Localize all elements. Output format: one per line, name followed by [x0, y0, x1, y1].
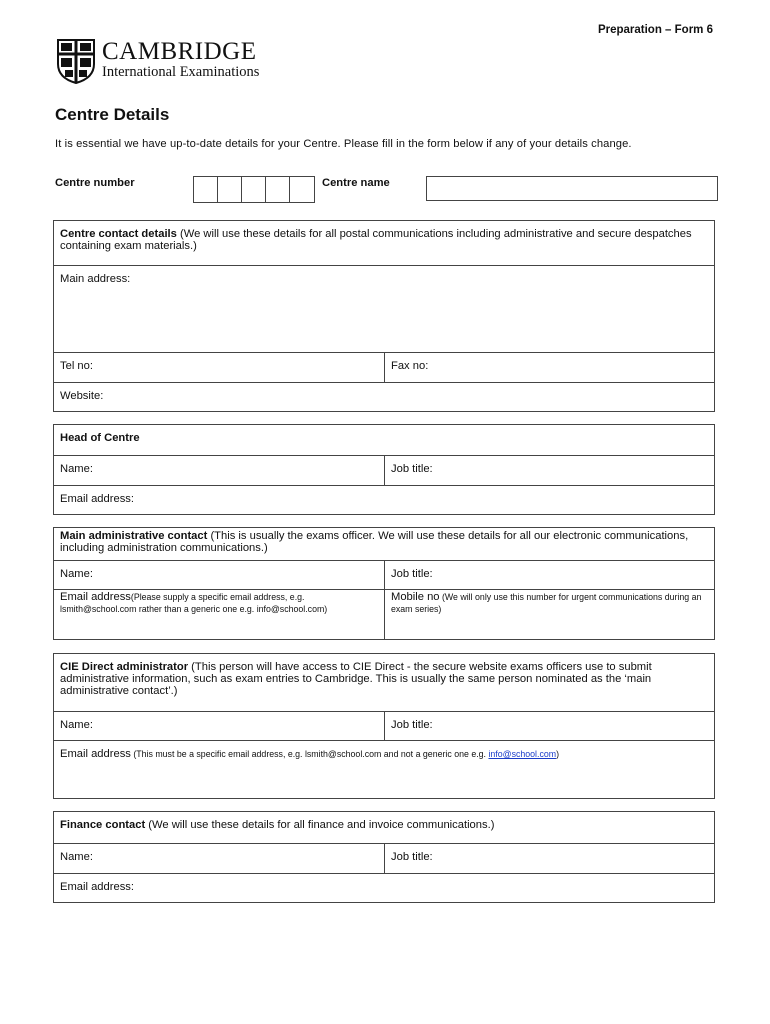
email-field[interactable]	[54, 485, 714, 514]
section-title: Head of Centre	[60, 432, 140, 444]
email-field[interactable]	[54, 590, 385, 639]
field-note: (Please supply a specific email address, e.g. lsmith@school.com rather than a generic one e.g. info@school.com)	[60, 592, 328, 614]
field-label: Job title:	[391, 568, 433, 580]
admin-contact-section	[53, 527, 715, 640]
centre-contact-section	[53, 220, 715, 412]
section-note: (We will use these details for all finance and invoice communications.)	[145, 819, 495, 831]
section-note: (This person will have access to CIE Direct - the secure website exams officers use to submit administrative information, such as exam entries to Cambridge. This is usually the same person nominated as the ‘main administrative contact’.)	[60, 661, 652, 697]
name-job-row	[54, 560, 714, 589]
field-note: (We will only use this number for urgent communications during an exam series)	[391, 592, 702, 614]
section-title: Centre contact details	[60, 228, 177, 240]
main-address-field[interactable]	[54, 265, 714, 352]
name-job-row	[54, 711, 714, 740]
field-label: Name:	[60, 719, 93, 731]
mobile-field[interactable]	[385, 590, 714, 639]
field-label: Mobile no	[391, 591, 440, 603]
field-note-close: )	[556, 749, 559, 759]
field-label: Main address:	[60, 273, 131, 285]
field-label: Email address:	[60, 881, 134, 893]
field-note: (This must be a specific email address, e.g. lsmith@school.com and not a generic one e.g.	[130, 749, 489, 759]
job-title-field[interactable]	[385, 844, 714, 873]
section-title: Main administrative contact	[60, 530, 208, 542]
form-label: Preparation – Form 6	[597, 24, 713, 36]
tel-field[interactable]	[54, 353, 385, 382]
job-title-field[interactable]	[385, 561, 714, 589]
intro-text: It is essential we have up-to-date details for your Centre. Please fill in the form below if any of your details change.	[55, 138, 632, 150]
field-label: Email address:	[60, 493, 134, 505]
centre-number-digit-box[interactable]	[194, 177, 218, 202]
tel-fax-row	[54, 352, 714, 382]
admin-contact-header	[54, 528, 714, 560]
field-label: Job title:	[391, 719, 433, 731]
field-label: Email address	[60, 748, 131, 760]
name-job-row	[54, 455, 714, 485]
name-field[interactable]	[54, 844, 385, 873]
job-title-field[interactable]	[385, 456, 714, 485]
name-field[interactable]	[54, 456, 385, 485]
email-field[interactable]	[54, 740, 714, 798]
centre-contact-header	[54, 221, 714, 265]
field-label: Job title:	[391, 463, 433, 475]
centre-number-digit-box[interactable]	[266, 177, 290, 202]
cambridge-logo	[56, 38, 296, 84]
cie-direct-section	[53, 653, 715, 799]
finance-contact-section	[53, 811, 715, 903]
name-field[interactable]	[54, 712, 385, 740]
job-title-field[interactable]	[385, 712, 714, 740]
centre-number-field[interactable]	[193, 176, 315, 203]
centre-number-label: Centre number	[55, 177, 135, 189]
centre-number-digit-box[interactable]	[218, 177, 242, 202]
head-of-centre-section	[53, 424, 715, 515]
field-label: Website:	[60, 390, 104, 402]
email-field[interactable]	[54, 873, 714, 902]
cie-direct-header	[54, 654, 714, 711]
field-label: Fax no:	[391, 360, 429, 372]
logo-name: CAMBRIDGE	[102, 38, 257, 65]
page-title: Centre Details	[55, 105, 170, 124]
head-of-centre-header	[54, 425, 714, 455]
name-field[interactable]	[54, 561, 385, 589]
centre-number-digit-box[interactable]	[242, 177, 266, 202]
crest-icon	[56, 38, 96, 84]
section-note: (We will use these details for all postal communications including administrative and secure despatches containing exam materials.)	[60, 228, 692, 252]
section-note: (This is usually the exams officer. We will use these details for all our electronic communications, including administration communications.)	[60, 530, 689, 554]
field-label: Job title:	[391, 851, 433, 863]
finance-contact-header	[54, 812, 714, 843]
field-label: Name:	[60, 568, 93, 580]
email-mobile-row	[54, 589, 714, 639]
field-label: Name:	[60, 463, 93, 475]
section-title: Finance contact	[60, 819, 146, 831]
example-email-link[interactable]: info@school.com	[488, 749, 557, 759]
centre-number-digit-box[interactable]	[290, 177, 314, 202]
field-label: Name:	[60, 851, 93, 863]
centre-name-label: Centre name	[322, 177, 390, 189]
section-title: CIE Direct administrator	[60, 661, 189, 673]
field-label: Tel no:	[60, 360, 93, 372]
centre-name-field[interactable]	[426, 176, 718, 201]
logo-subtitle: International Examinations	[102, 64, 260, 80]
field-label: Email address	[60, 591, 131, 603]
website-field[interactable]	[54, 382, 714, 411]
name-job-row	[54, 843, 714, 873]
fax-field[interactable]	[385, 353, 714, 382]
